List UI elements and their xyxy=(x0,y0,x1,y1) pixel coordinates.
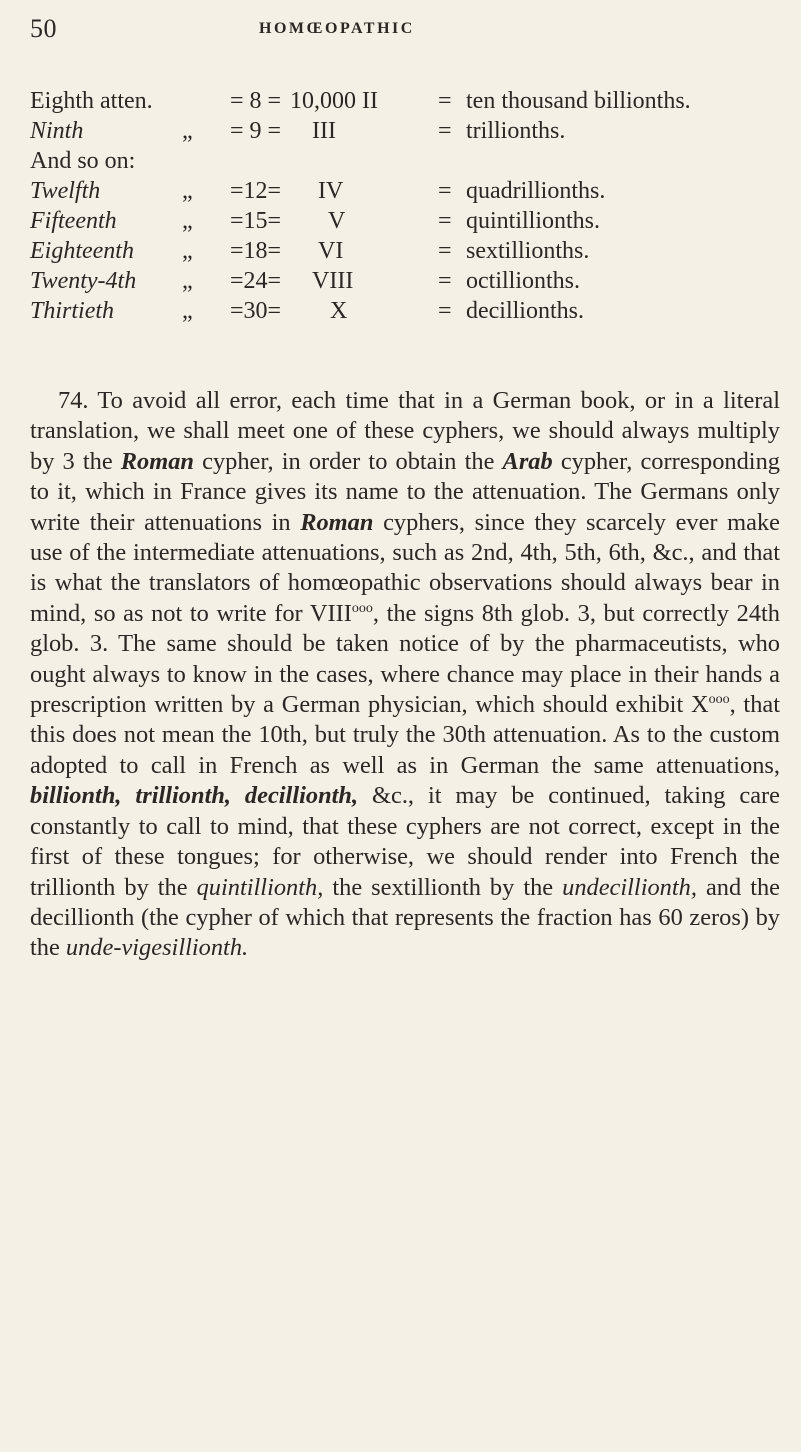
roman-number: VI xyxy=(318,238,344,264)
arab-number: =30= xyxy=(230,298,282,324)
roman-number: V xyxy=(328,208,346,234)
attenuation-name: Eighth atten. xyxy=(30,88,153,114)
equals-sign: = xyxy=(438,208,452,234)
attenuation-name: Twenty-4th xyxy=(30,268,137,294)
emphasis-term: quintillionth, xyxy=(196,873,324,901)
emphasis-roman: Roman xyxy=(120,447,194,475)
and-so-on: And so on: xyxy=(30,148,136,174)
fraction-name: octillionths. xyxy=(466,268,580,294)
running-title: HOMŒOPATHIC xyxy=(259,20,415,37)
arab-number: =12= xyxy=(230,178,282,204)
ditto-mark: „ xyxy=(182,118,193,144)
roman-number: X xyxy=(330,298,348,324)
fraction-name: decillionths. xyxy=(466,298,584,324)
equals-sign: = xyxy=(438,238,452,264)
table-row xyxy=(30,206,780,236)
superscript: ooo xyxy=(708,692,730,708)
roman-number: IV xyxy=(318,178,344,204)
emphasis-term: undecillionth, xyxy=(562,873,697,901)
roman-number: III xyxy=(312,118,336,144)
superscript: ooo xyxy=(351,600,373,616)
fraction-name: sextillionths. xyxy=(466,238,590,264)
attenuation-name: Thirtieth xyxy=(30,298,115,324)
fraction-name: quadrillionths. xyxy=(466,178,606,204)
fraction-name: trillionths. xyxy=(466,118,566,144)
equals-sign: = xyxy=(438,118,452,144)
paragraph-text xyxy=(30,386,780,964)
arab-number: = 9 = xyxy=(230,118,282,144)
text-run: cyphers, since they scarcely ever make use of the intermediate attenuations, such as 2nd, 4th, 5th, 6th, &c., and that is what the translators of homœopathic observations should always bear in mind, so as not to write for VIII xyxy=(30,508,781,627)
attenuation-name: Fifteenth xyxy=(30,208,117,234)
equals-sign: = xyxy=(438,268,452,294)
arab-number: =18= xyxy=(230,238,282,264)
page-number: 50 xyxy=(30,14,57,43)
attenuation-name: Eighteenth xyxy=(30,238,134,264)
arab-number: =24= xyxy=(230,268,282,294)
arab-number: =15= xyxy=(230,208,282,234)
roman-number: 10,000 II xyxy=(290,88,378,114)
table-row xyxy=(30,176,780,206)
table-row xyxy=(30,236,780,266)
equals-sign: = xyxy=(438,298,452,324)
text-run: cypher, in order to obtain the xyxy=(193,447,503,475)
ditto-mark: „ xyxy=(182,298,193,324)
emphasis-term: billionth, trillionth, decillionth, xyxy=(30,782,359,810)
text-run: and the decillionth (the cypher of which that represents the fraction has 60 zeros) by the xyxy=(30,873,780,962)
text-run: the sextillionth by the xyxy=(323,873,563,901)
page-header xyxy=(30,14,775,48)
arab-number: = 8 = xyxy=(230,88,282,114)
attenuation-name: Twelfth xyxy=(30,178,101,204)
attenuation-table xyxy=(30,86,780,326)
table-row xyxy=(30,146,780,176)
equals-sign: = xyxy=(438,88,452,114)
text-run: cypher, corresponding to it, which in France gives its name to the attenuation. The Germans only write their attenuations in xyxy=(30,447,780,536)
table-row xyxy=(30,116,780,146)
attenuation-name: Ninth xyxy=(30,118,84,144)
fraction-name: ten thousand billionths. xyxy=(466,88,691,114)
ditto-mark: „ xyxy=(182,178,193,204)
ditto-mark: „ xyxy=(182,268,193,294)
table-row xyxy=(30,266,780,296)
text-run: 74. To avoid all error, each time that in a German book, or in a literal translation, we shall meet one of these cyphers, we should always multiply by 3 the xyxy=(30,387,780,475)
fraction-name: quintillionths. xyxy=(466,208,601,234)
text-run: &c., it may be continued, taking care constantly to call to mind, that these cyphers are not correct, except in the first of these tongues; for otherwise, we should render into French the trillionth by the xyxy=(30,782,781,901)
emphasis-roman: Roman xyxy=(300,508,374,536)
emphasis-term: unde-vigesillionth. xyxy=(65,934,249,962)
ditto-mark: „ xyxy=(182,208,193,234)
table-row xyxy=(30,296,780,326)
paragraph-74 xyxy=(30,386,780,964)
table-row xyxy=(30,86,780,116)
text-run: , the signs 8th glob. 3, but correctly 24th glob. 3. The same should be taken notice of by the pharmaceutists, who ought always to know in the cases, where chance may place in their hands a prescription written by a German physician, which should exhibit X xyxy=(30,599,780,719)
equals-sign: = xyxy=(438,178,452,204)
emphasis-arab: Arab xyxy=(502,447,553,475)
roman-number: VIII xyxy=(312,268,354,294)
ditto-mark: „ xyxy=(182,238,193,264)
text-run: , that this does not mean the 10th, but truly the 30th attenuation. As to the custom adopted to call in French as well as in German the same attenuations, xyxy=(30,691,780,779)
